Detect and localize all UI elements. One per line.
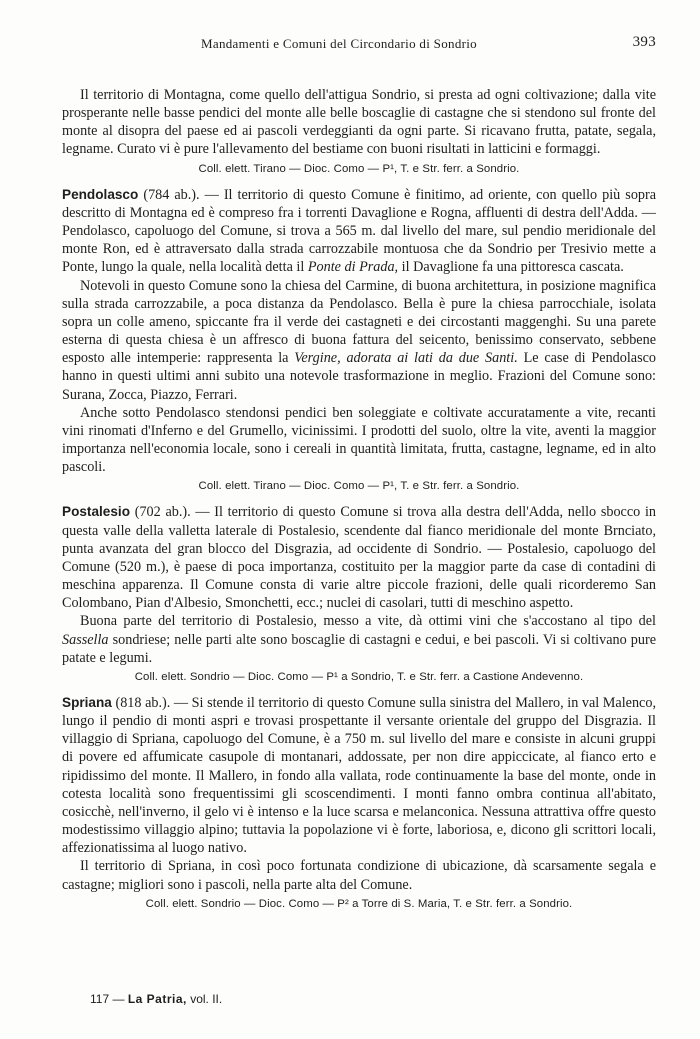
spriana-paragraph-2: Il territorio di Spriana, in così poco fortunata condizione di ubicazione, dà scarsamente segala e castagne; migliori sono i pascoli, nella parte alta del Comune. <box>62 858 656 893</box>
entry-text-end: il Davaglione fa una pittoresca cascata. <box>401 259 624 276</box>
entry-name: Pendolasco <box>62 186 139 202</box>
entry-text: — Il territorio di questo Comune è finitimo, ad oriente, con quello più sopra descritto di Montagna ed è compreso fra i torrenti Davaglione e Rogna, affluenti di destra dell'Adda. — Pendolasco, capoluogo del Comune, si trova a 565 m. dal livello del mare, sul pendio meridionale del monte Ron, ed è attraversato dalla strada carrozzabile montuosa che da Sondrio per Tresivio mette a Ponte, lungo la quale, nella località detta il <box>62 186 657 276</box>
entry-text: — Si stende il territorio di questo Comune sulla sinistra del Mallero, in val Malenco, lungo il pendio di monti aspri e trovasi prospettante il versante orientale del gruppo del Disgrazia. Il villaggio di Spriana, capoluogo del Comune, è a 750 m. sul livello del mare e consiste in alcuni gruppi di povere ed affumicate casupole di montanari, addossate, per non dire appiccicate, al fianco erto e ripidissimo del monte. Il Mallero, in fondo alla vallata, rode continuamente la base del monte, onde in cotesta località sono frequentissimi gli scoscendimenti. I monti fanno ombra continua all'abitato, cosicchè, nell'inverno, il gelo vi è intenso e la luce scarsa e melanconica. Nessuna attrattiva offre questo modestissimo villaggio alpino; tuttavia la popolazione vi è forte, laboriosa, e, dicono gli scrittori locali, affezionatissima al luogo nativo. <box>62 695 656 857</box>
spriana-admin-line: Coll. elett. Sondrio — Dioc. Como — P² a Torre di S. Maria, T. e Str. ferr. a Sondrio. <box>145 897 573 910</box>
entry-text: — Il territorio di questo Comune si trova alla destra dell'Adda, nello sbocco in questa valle della valletta laterale di Postalesio, scendente dal fianco meridionale del monte Brnciato, punta avanzata del gran blocco del Disgrazia, ad occidente di Sondrio. — Postalesio, capoluogo del Comune (520 m.), è paese di poca importanza, costituito per la maggior parte da case di contadini di meschina apparenza. Il Comune consta di varie altre piccole frazioni, delle quali ricorderemo San Colombano, Pian d'Albesio, Smonchetti, ecc.; nuclei di casolari, tutti di meschino aspetto. <box>62 504 657 612</box>
volume-label: vol. II. <box>190 992 223 1006</box>
italic-wine: Sassella <box>62 631 109 648</box>
italic-place: Ponte di Prada, <box>307 259 399 276</box>
page-number: 393 <box>632 34 656 50</box>
page-footer <box>90 992 222 1006</box>
postalesio-admin-line: Coll. elett. Sondrio — Dioc. Como — P¹ a Sondrio, T. e Str. ferr. a Castione Andevenno. <box>134 670 584 683</box>
running-title: Mandamenti e Comuni del Circondario di Sondrio <box>201 36 477 51</box>
page-body <box>62 86 656 913</box>
pendolasco-paragraph-2 <box>62 277 656 404</box>
paragraph-text-end: Le case di Pendolasco hanno in questi ultimi anni subito una notevole trasformazione in meglio. Frazioni del Comune sono: Surana, Zocca, Piazzo, Ferrari. <box>62 350 657 403</box>
pendolasco-paragraph-3: Anche sotto Pendolasco stendonsi pendici ben soleggiate e coltivate accuratamente a vite, recanti vini rinomati d'Inferno e del Grumello, vicinissimi. I prodotti del suolo, oltre la vite, aventi la maggior importanza nell'economia locale, sono i cereali in quantità limitata, frutta, castagne, legname, ed in alto pascoli. <box>62 404 656 476</box>
entry-postalesio <box>62 503 656 612</box>
signature-mark: 117 — <box>90 992 125 1006</box>
entry-pendolasco <box>62 186 656 277</box>
entry-spriana <box>62 694 656 857</box>
intro-admin-line: Coll. elett. Tirano — Dioc. Como — P¹, T. e Str. ferr. a Sondrio. <box>198 162 520 175</box>
pendolasco-admin-line: Coll. elett. Tirano — Dioc. Como — P¹, T. e Str. ferr. a Sondrio. <box>198 480 520 493</box>
entry-name: Postalesio <box>62 504 130 520</box>
entry-population: (818 ab.). <box>115 695 171 711</box>
italic-artwork: Vergine, adorata ai lati da due Santi. <box>294 350 518 367</box>
running-head <box>62 36 656 58</box>
entry-name: Spriana <box>62 695 112 710</box>
entry-population: (702 ab.). <box>134 504 191 521</box>
paragraph-text: Buona parte del territorio di Postalesio, messo a vite, dà ottimi vini che s'accostano al tipo del <box>80 613 656 630</box>
source-title: La Patria, <box>127 992 187 1006</box>
entry-population: (784 ab.). <box>143 186 200 203</box>
postalesio-paragraph-2 <box>62 612 656 666</box>
paragraph-text: Notevoli in questo Comune sono la chiesa del Carmine, di buona architettura, in posizione magnifica sulla strada carrozzabile, a poca distanza da Pendolasco. Bella è pure la chiesa parrocchiale, isolata sopra un colle ameno, spiccante fra il verde dei castagneti e dei circostanti maggenghi. Su una parete esterna di questa chiesa è un affresco di buona fattura del seicento, benissimo conservato, sebbene esposto alle intemperie: rappresenta la <box>62 277 656 367</box>
intro-paragraph: Il territorio di Montagna, come quello dell'attigua Sondrio, si presta ad ogni coltivazione; dalla vite prosperante nelle basse pendici del monte alle belle boscaglie di castagne che si stendono sul fronte del monte al disopra del paese ed ai pascoli verdeggianti da ogni parte. Si ricavano frutta, patate, segala, legname. Curato vi è pure l'allevamento del bestiame con buoni risultati in latticini e formaggi. <box>62 87 656 158</box>
paragraph-text-end: sondriese; nelle parti alte sono boscaglie di castagni e cedui, e bei pascoli. Vi si coltivano pure patate e legumi. <box>62 631 656 666</box>
